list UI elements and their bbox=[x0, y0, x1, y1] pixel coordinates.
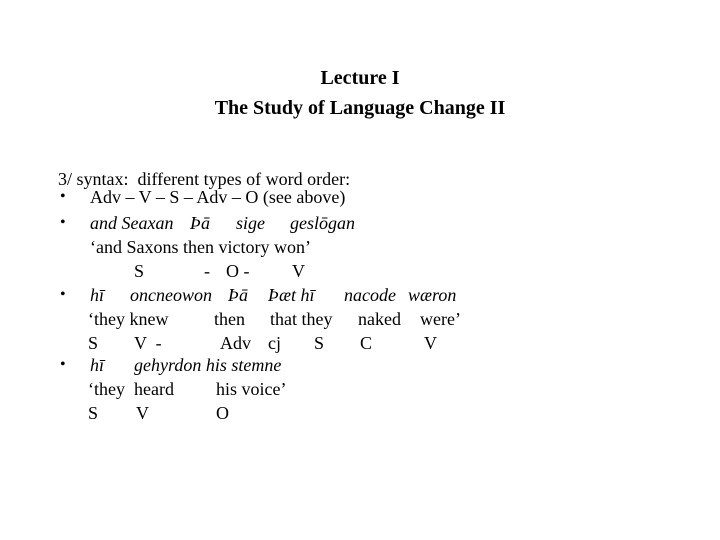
gloss-word: were’ bbox=[420, 309, 461, 329]
bullet-icon: • bbox=[60, 286, 66, 303]
word-order-pattern: Adv – V – S – Adv – O (see above) bbox=[90, 187, 346, 207]
syntax-tag: O - bbox=[226, 261, 250, 281]
oe-word: and Seaxan bbox=[90, 213, 174, 233]
gloss-word: ‘they heard bbox=[88, 379, 174, 399]
syntax-tag: V bbox=[292, 261, 305, 281]
bullet-icon: • bbox=[60, 188, 66, 205]
gloss-word: that they bbox=[270, 309, 333, 329]
gloss-word: then bbox=[214, 309, 245, 329]
gloss-line: ‘and Saxons then victory won’ bbox=[90, 237, 311, 257]
syntax-tag: V - bbox=[134, 333, 162, 353]
bullet-icon: • bbox=[60, 356, 66, 373]
slide-title-line1: Lecture I bbox=[320, 67, 400, 89]
oe-word: Þā bbox=[228, 285, 248, 305]
oe-word: sige bbox=[236, 213, 265, 233]
oe-word: wæron bbox=[408, 285, 457, 305]
oe-word: oncneowon bbox=[130, 285, 212, 305]
section-intro: 3/ syntax: different types of word order: bbox=[58, 169, 351, 189]
syntax-tag: O bbox=[216, 403, 229, 423]
syntax-tag: - bbox=[204, 261, 210, 281]
syntax-tag: S bbox=[314, 333, 325, 353]
syntax-tag: cj bbox=[268, 333, 281, 353]
syntax-tag: C bbox=[360, 333, 373, 353]
oe-word: Þā bbox=[190, 213, 210, 233]
gloss-word: his voice’ bbox=[216, 379, 287, 399]
syntax-tag: S bbox=[134, 261, 145, 281]
oe-word: nacode bbox=[344, 285, 396, 305]
oe-word: geslōgan bbox=[290, 213, 355, 233]
oe-word: hī bbox=[90, 285, 105, 305]
syntax-tag: S bbox=[88, 403, 99, 423]
oe-word: gehyrdon his stemne bbox=[134, 355, 282, 375]
oe-word: hī bbox=[90, 355, 105, 375]
bullet-icon: • bbox=[60, 214, 66, 231]
gloss-word: ‘they knew bbox=[88, 309, 169, 329]
syntax-tag: V bbox=[136, 403, 149, 423]
syntax-tag: Adv bbox=[220, 333, 251, 353]
oe-word: Þæt hī bbox=[268, 285, 315, 305]
gloss-word: naked bbox=[358, 309, 401, 329]
syntax-tag: S bbox=[88, 333, 99, 353]
slide-title-line2: The Study of Language Change II bbox=[214, 97, 506, 119]
syntax-tag: V bbox=[424, 333, 437, 353]
